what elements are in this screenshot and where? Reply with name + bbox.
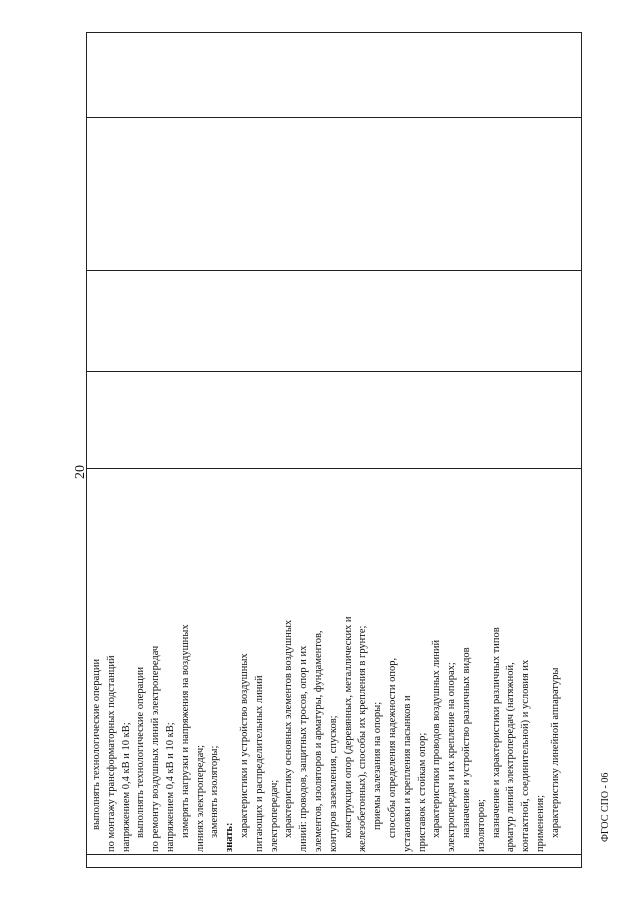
text-line: характеристику линейной аппаратуры	[549, 667, 561, 838]
text-line: назначение и устройство различных видов	[460, 647, 472, 838]
text-line: электропередач;	[268, 779, 280, 852]
table-cell-4	[87, 271, 582, 372]
text-line: по монтажу трансформаторных подстанций	[105, 655, 117, 852]
text-line: измерять нагрузки и напряжения на воздушных	[179, 624, 191, 838]
text-line: назначение и характеристики различных типов	[490, 627, 502, 838]
text-line: арматур линий электропередач (натяжной,	[505, 662, 517, 852]
text-line: напряжением 0,4 кВ и 10 кВ;	[120, 722, 132, 852]
text-line: выполнять технологические операции	[135, 666, 147, 838]
text-line: приемы залезания на опоры;	[372, 701, 384, 830]
text-line: конструкции опор (деревянных, металлических и	[342, 616, 354, 838]
table-cell-3	[87, 372, 582, 469]
text-line: элементов, изоляторов и арматуры, фундаментов,	[312, 630, 324, 852]
text-line: электропередач и их крепление на опорах;	[446, 662, 458, 852]
index-cell	[87, 855, 582, 868]
requirements-text	[87, 469, 564, 854]
text-line: изоляторов;	[475, 799, 487, 852]
text-line: приставок к стойкам опор;	[416, 732, 428, 852]
text-line: установки и крепления пасынков и	[401, 695, 413, 852]
table-row	[87, 33, 582, 868]
knowledge-label: знать:	[224, 822, 236, 852]
text-line: характеристику основных элементов воздушных	[283, 619, 295, 838]
text-line: способы определения надежности опор,	[386, 657, 398, 838]
text-line: контуров заземления, спусков;	[327, 715, 339, 852]
requirements-table	[86, 32, 582, 868]
text-line: питающих и распределительных линий	[253, 675, 265, 852]
requirements-cell	[87, 469, 582, 855]
table-cell-6	[87, 33, 582, 118]
text-line: применения;	[534, 794, 546, 852]
text-line: выполнять технологические операции	[91, 658, 102, 830]
text-line: линий: проводов, защитных тросов, опор и их	[298, 645, 310, 852]
page-number: 20	[73, 465, 88, 479]
text-line: характеристики проводов воздушных линий	[431, 639, 443, 838]
text-line: железобетонных), способы их крепления в грунте;	[357, 625, 369, 852]
text-line: по ремонту воздушных линий электропередач	[150, 645, 162, 852]
text-line: характеристики и устройство воздушных	[238, 653, 250, 838]
text-line: контактной, соединительной) и условия их	[520, 659, 532, 852]
footer-text: ФГОС СПО - 06	[600, 772, 611, 842]
text-line: линиях электропередач;	[194, 744, 206, 852]
text-line: заменять изоляторы;	[209, 745, 221, 838]
text-line: напряжением 0,4 кВ и 10 кВ;	[164, 722, 176, 852]
table-cell-5	[87, 118, 582, 271]
